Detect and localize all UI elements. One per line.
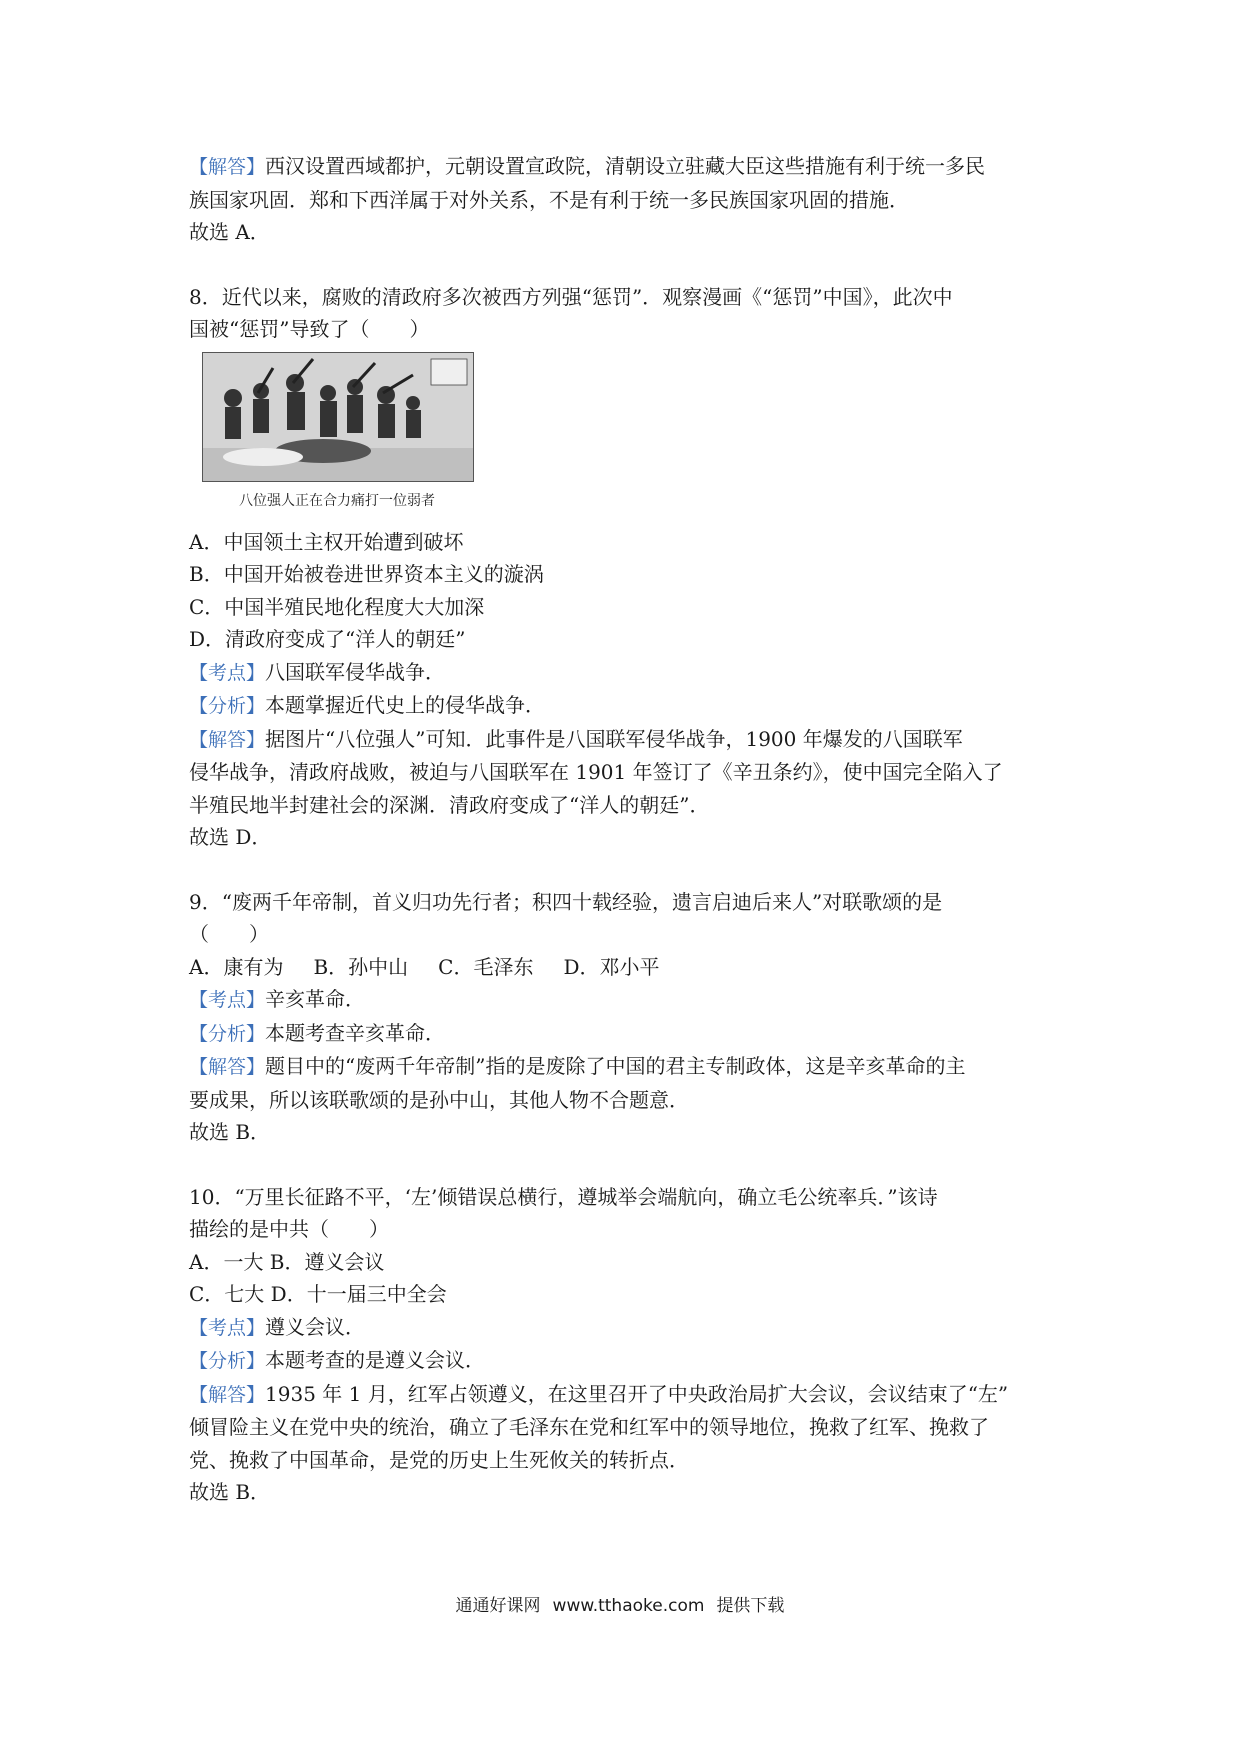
conclusion: 故选 B． bbox=[189, 1480, 271, 1504]
options-row: C．七大 D．十一届三中全会 bbox=[189, 1282, 447, 1306]
cartoon-figure bbox=[202, 352, 472, 512]
fenxi-text: 本题考查辛亥革命． bbox=[265, 1020, 446, 1045]
answer-text-line: 倾冒险主义在党中央的统治，确立了毛泽东在党和红军中的领导地位，挽救了红军、挽救了 bbox=[189, 1415, 989, 1439]
question-stem-line: 9．“废两千年帝制，首义归功先行者；积四十载经验，遗言启迪后来人”对联歌颂的是 bbox=[189, 889, 943, 914]
cartoon-image bbox=[202, 352, 474, 482]
option-d: D．清政府变成了“洋人的朝廷” bbox=[189, 627, 466, 651]
document-content bbox=[189, 150, 1069, 1509]
conclusion: 故选 A． bbox=[189, 220, 270, 244]
kaodian-text: 遵义会议． bbox=[265, 1314, 366, 1339]
question-9 bbox=[189, 886, 1069, 1149]
answer-tag: 【解答】 bbox=[189, 1383, 266, 1406]
options-row bbox=[189, 951, 1069, 984]
footer-suffix: 提供下载 bbox=[716, 1596, 785, 1616]
page-footer bbox=[0, 1591, 1240, 1616]
option-c: C．中国半殖民地化程度大大加深 bbox=[189, 594, 485, 619]
fenxi-tag: 【分析】 bbox=[189, 1350, 266, 1372]
option-a: A．中国领土主权开始遭到破坏 bbox=[189, 529, 464, 554]
answer-text-line: 要成果，所以该联歌颂的是孙中山，其他人物不合题意． bbox=[189, 1087, 689, 1112]
answer-text-line: 1935 年 1 月，红军占领遵义，在这里召开了中央政治局扩大会议，会议结束了“左” bbox=[265, 1381, 1009, 1406]
kaodian-tag: 【考点】 bbox=[189, 989, 266, 1011]
question-10 bbox=[189, 1181, 1069, 1509]
answer-tag: 【解答】 bbox=[189, 1056, 266, 1078]
fenxi-text: 本题掌握近代史上的侵华战争． bbox=[265, 693, 546, 717]
fenxi-tag: 【分析】 bbox=[189, 1022, 266, 1045]
figure-caption: 八位强人正在合力痛打一位弱者 bbox=[239, 492, 435, 509]
options-row: A．一大 B．遵义会议 bbox=[189, 1249, 385, 1274]
question-8 bbox=[189, 281, 1069, 854]
answer-text-line: 西汉设置西域都护，元朝设置宣政院，清朝设立驻藏大臣这些措施有利于统一多民 bbox=[265, 154, 986, 178]
answer-text-line: 题目中的“废两千年帝制”指的是废除了中国的君主专制政体，这是辛亥革命的主 bbox=[265, 1054, 966, 1078]
conclusion: 故选 B． bbox=[189, 1120, 271, 1144]
option-b: B．孙中山 bbox=[313, 954, 409, 979]
question-stem-line: 10．“万里长征路不平，‘左’倾错误总横行，遵城举会端航向，确立毛公统率兵．”该诗 bbox=[189, 1184, 938, 1209]
question-stem-line: 国被“惩罚”导致了（ ） bbox=[189, 317, 430, 341]
kaodian-tag: 【考点】 bbox=[189, 661, 266, 684]
kaodian-tag: 【考点】 bbox=[189, 1316, 266, 1339]
answer-text-line: 族国家巩固．郑和下西洋属于对外关系，不是有利于统一多民族国家巩固的措施． bbox=[189, 187, 909, 212]
kaodian-text: 辛亥革命． bbox=[265, 987, 366, 1011]
question-stem-line: （ ） bbox=[189, 922, 269, 946]
answer-text-line: 据图片“八位强人”可知．此事件是八国联军侵华战争，1900 年爆发的八国联军 bbox=[265, 726, 963, 751]
answer-text-line: 半殖民地半封建社会的深渊．清政府变成了“洋人的朝廷”． bbox=[189, 792, 710, 817]
conclusion: 故选 D． bbox=[189, 825, 272, 849]
prev-answer-block bbox=[189, 150, 1069, 249]
option-a: A．康有为 bbox=[189, 954, 284, 979]
footer-site-name: 通通好课网 bbox=[455, 1596, 541, 1616]
answer-tag: 【解答】 bbox=[189, 728, 266, 751]
footer-url[interactable]: www.tthaoke.com bbox=[552, 1596, 705, 1616]
fenxi-text: 本题考查的是遵义会议． bbox=[265, 1348, 486, 1372]
kaodian-text: 八国联军侵华战争． bbox=[265, 659, 446, 684]
option-d: D．邓小平 bbox=[563, 954, 660, 979]
question-stem-line: 8．近代以来，腐败的清政府多次被西方列强“惩罚”．观察漫画《“惩罚”中国》，此次中 bbox=[189, 284, 953, 309]
option-c: C．毛泽东 bbox=[438, 954, 534, 979]
question-stem-line: 描绘的是中共（ ） bbox=[189, 1217, 389, 1241]
fenxi-tag: 【分析】 bbox=[189, 695, 266, 717]
option-b: B．中国开始被卷进世界资本主义的漩涡 bbox=[189, 562, 544, 586]
answer-tag: 【解答】 bbox=[189, 156, 266, 178]
answer-text-line: 党、挽救了中国革命，是党的历史上生死攸关的转折点． bbox=[189, 1447, 689, 1472]
answer-text-line: 侵华战争，清政府战败，被迫与八国联军在 1901 年签订了《辛丑条约》，使中国完全陷入了 bbox=[189, 760, 1003, 784]
